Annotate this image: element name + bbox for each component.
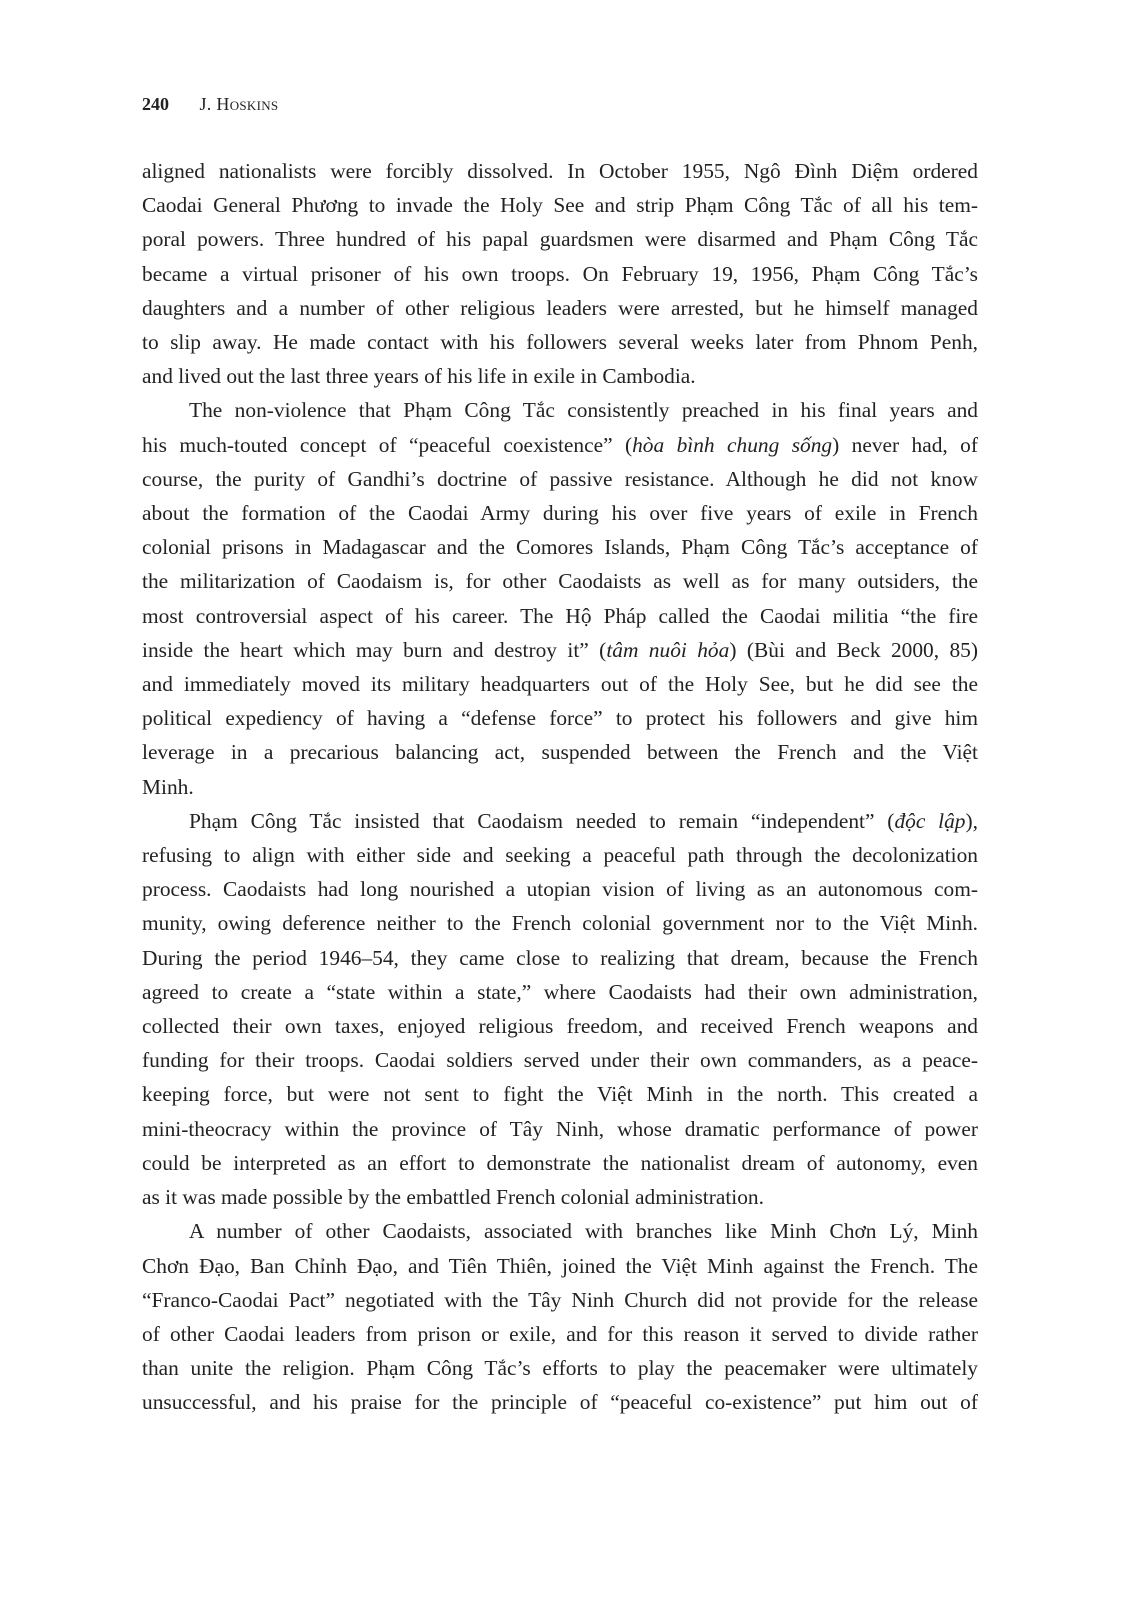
text-run: course, the purity of Gandhi’s doctrine of passive resistance. Although he did not know [142, 466, 978, 491]
body-text [142, 154, 978, 1420]
italic-term: độc lập [894, 808, 966, 833]
paragraph [142, 393, 978, 803]
text-run: to slip away. He made contact with his followers several weeks later from Phnom Penh, [142, 330, 978, 355]
text-run: and immediately moved its military headquarters out of the Holy See, but he did see the [142, 672, 978, 697]
text-run: poral powers. Three hundred of his papal guardsmen were disarmed and Phạm Công Tắc [142, 227, 978, 252]
text-run: “Franco-Caodai Pact” negotiated with the Tây Ninh Church did not provide for the release [142, 1287, 978, 1312]
text-line [142, 1385, 978, 1419]
text-line [142, 188, 978, 222]
text-run: his much-touted concept of “peaceful coexistence” ( [142, 432, 633, 457]
text-run: ) never had, of [832, 432, 978, 457]
text-run: Minh. [142, 774, 194, 799]
text-line [142, 393, 978, 427]
text-line [142, 667, 978, 701]
text-run: and lived out the last three years of his life in exile in Cambodia. [142, 364, 696, 389]
text-run: Caodai General Phương to invade the Holy See and strip Phạm Công Tắc of all his tem- [142, 193, 978, 218]
text-run: keeping force, but were not sent to fight the Việt Minh in the north. This created a [142, 1082, 978, 1107]
text-line [142, 804, 978, 838]
text-line [142, 1180, 978, 1214]
text-run: A number of other Caodaists, associated with branches like Minh Chơn Lý, Minh [189, 1219, 978, 1244]
running-head [142, 92, 278, 116]
italic-term: tâm nuôi hỏa [606, 637, 730, 662]
text-run: refusing to align with either side and seeking a peaceful path through the decolonization [142, 843, 978, 868]
text-run: unsuccessful, and his praise for the principle of “peaceful co-existence” put him out of [142, 1390, 978, 1415]
text-line [142, 872, 978, 906]
text-run: than unite the religion. Phạm Công Tắc’s efforts to play the peacemaker were ultimately [142, 1356, 978, 1381]
text-line [142, 1077, 978, 1111]
text-line [142, 1317, 978, 1351]
text-run: most controversial aspect of his career. The Hộ Pháp called the Caodai militia “the fire [142, 603, 978, 628]
text-line [142, 462, 978, 496]
text-line [142, 359, 978, 393]
text-run: political expediency of having a “defense force” to protect his followers and give him [142, 706, 978, 731]
text-run: daughters and a number of other religious leaders were arrested, but he himself managed [142, 295, 978, 320]
text-run: about the formation of the Caodai Army during his over five years of exile in French [142, 501, 978, 526]
text-line [142, 975, 978, 1009]
text-line [142, 428, 978, 462]
text-line [142, 154, 978, 188]
text-run: Phạm Công Tắc insisted that Caodaism needed to remain “independent” ( [189, 808, 895, 833]
text-run: inside the heart which may burn and destroy it” ( [142, 637, 607, 662]
text-line [142, 770, 978, 804]
text-run: as it was made possible by the embattled French colonial administration. [142, 1185, 764, 1210]
text-line [142, 257, 978, 291]
running-head-author: J. Hoskins [199, 94, 279, 114]
text-line [142, 701, 978, 735]
text-run: colonial prisons in Madagascar and the Comores Islands, Phạm Công Tắc’s acceptance of [142, 535, 978, 560]
text-line [142, 530, 978, 564]
text-line [142, 325, 978, 359]
text-line [142, 496, 978, 530]
text-run: process. Caodaists had long nourished a utopian vision of living as an autonomous com- [142, 877, 978, 902]
paragraph [142, 1214, 978, 1419]
text-run: agreed to create a “state within a state,” where Caodaists had their own administration, [142, 979, 978, 1004]
text-run: could be interpreted as an effort to demonstrate the nationalist dream of autonomy, even [142, 1150, 978, 1175]
italic-term: hòa bình chung sống [632, 432, 833, 457]
text-line [142, 633, 978, 667]
text-line [142, 291, 978, 325]
text-line [142, 1112, 978, 1146]
text-run: collected their own taxes, enjoyed religious freedom, and received French weapons and [142, 1014, 978, 1039]
text-run: funding for their troops. Caodai soldiers served under their own commanders, as a peace- [142, 1048, 978, 1073]
text-line [142, 941, 978, 975]
text-run: During the period 1946–54, they came close to realizing that dream, because the French [142, 945, 978, 970]
text-run: ) (Bùi and Beck 2000, 85) [729, 637, 978, 662]
text-line [142, 564, 978, 598]
page-number: 240 [142, 94, 169, 114]
text-run: became a virtual prisoner of his own troops. On February 19, 1956, Phạm Công Tắc’s [142, 261, 978, 286]
text-run: Chơn Đạo, Ban Chỉnh Đạo, and Tiên Thiên, joined the Việt Minh against the French. The [142, 1253, 978, 1278]
text-line [142, 1283, 978, 1317]
text-line [142, 599, 978, 633]
text-line [142, 222, 978, 256]
text-line [142, 1043, 978, 1077]
text-run: mini-theocracy within the province of Tây Ninh, whose dramatic performance of power [142, 1116, 978, 1141]
text-line [142, 1146, 978, 1180]
text-line [142, 1214, 978, 1248]
paragraph [142, 154, 978, 393]
text-line [142, 906, 978, 940]
text-line [142, 838, 978, 872]
paragraph [142, 804, 978, 1214]
text-run: aligned nationalists were forcibly dissolved. In October 1955, Ngô Đình Diệm ordered [142, 159, 978, 183]
text-run: the militarization of Caodaism is, for other Caodaists as well as for many outsiders, the [142, 569, 978, 594]
text-run: ), [965, 808, 978, 833]
text-run: munity, owing deference neither to the French colonial government nor to the Việt Minh. [142, 911, 978, 936]
text-line [142, 735, 978, 769]
text-run: The non-violence that Phạm Công Tắc consistently preached in his final years and [189, 398, 978, 423]
text-run: of other Caodai leaders from prison or exile, and for this reason it served to divide rather [142, 1321, 978, 1346]
text-line [142, 1009, 978, 1043]
text-line [142, 1351, 978, 1385]
text-line [142, 1249, 978, 1283]
text-run: leverage in a precarious balancing act, suspended between the French and the Việt [142, 740, 978, 765]
